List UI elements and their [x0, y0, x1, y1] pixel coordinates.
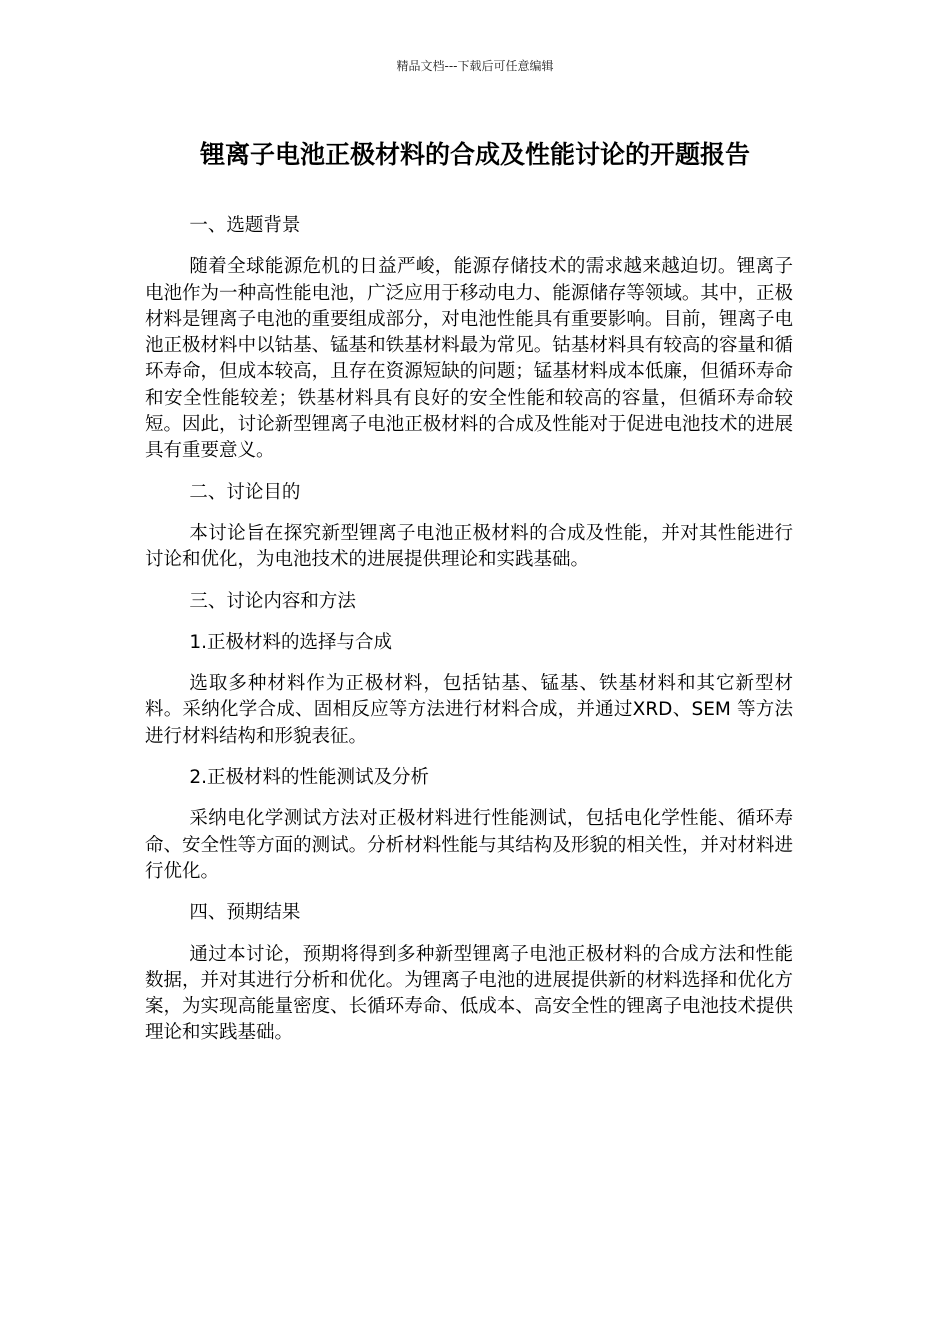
subsection-heading-material-selection: 1.正极材料的选择与合成	[189, 631, 393, 653]
paragraph-performance-testing: 采纳电化学测试方法对正极材料进行性能测试，包括电化学性能、循环寿命、安全性等方面的测试。分析材料性能与其结构及形貌的相关性，并对材料进行优化。	[145, 808, 793, 882]
document-title: 锂离子电池正极材料的合成及性能讨论的开题报告	[199, 140, 750, 169]
paragraph-material-selection: 选取多种材料作为正极材料，包括钴基、锰基、铁基材料和其它新型材料。采纳化学合成、固相反应等方法进行材料合成，并通过XRD、SEM 等方法进行材料结构和形貌表征。	[145, 673, 793, 747]
section-heading-background: 一、选题背景	[189, 215, 301, 236]
paragraph-purpose: 本讨论旨在探究新型锂离子电池正极材料的合成及性能，并对其性能进行讨论和优化，为电池技术的进展提供理论和实践基础。	[145, 522, 793, 571]
paragraph-expected-results: 通过本讨论，预期将得到多种新型锂离子电池正极材料的合成方法和性能数据，并对其进行分析和优化。为锂离子电池的进展提供新的材料选择和优化方案，为实现高能量密度、长循环寿命、低成本、高安全性的锂离子电池技术提供理论和实践基础。	[145, 943, 793, 1044]
page-header-watermark: 精品文档---下载后可任意编辑	[396, 59, 554, 73]
document-body	[145, 213, 793, 1062]
section-heading-content-methods: 三、讨论内容和方法	[189, 590, 356, 612]
paragraph-background: 随着全球能源危机的日益严峻，能源存储技术的需求越来越迫切。锂离子电池作为一种高性能电池，广泛应用于移动电力、能源储存等领域。其中，正极材料是锂离子电池的重要组成部分，对电池性能具有重要影响。目前，锂离子电池正极材料中以钴基、锰基和铁基材料最为常见。钴基材料具有较高的容量和循环寿命，但成本较高，且存在资源短缺的问题；锰基材料成本低廉，但循环寿命和安全性能较差；铁基材料具有良好的安全性能和较高的容量，但循环寿命较短。因此，讨论新型锂离子电池正极材料的合成及性能对于促进电池技术的进展具有重要意义。	[145, 256, 793, 462]
section-heading-purpose: 二、讨论目的	[189, 481, 301, 503]
section-heading-expected-results: 四、预期结果	[189, 902, 301, 924]
subsection-heading-performance-testing: 2.正极材料的性能测试及分析	[189, 767, 430, 789]
